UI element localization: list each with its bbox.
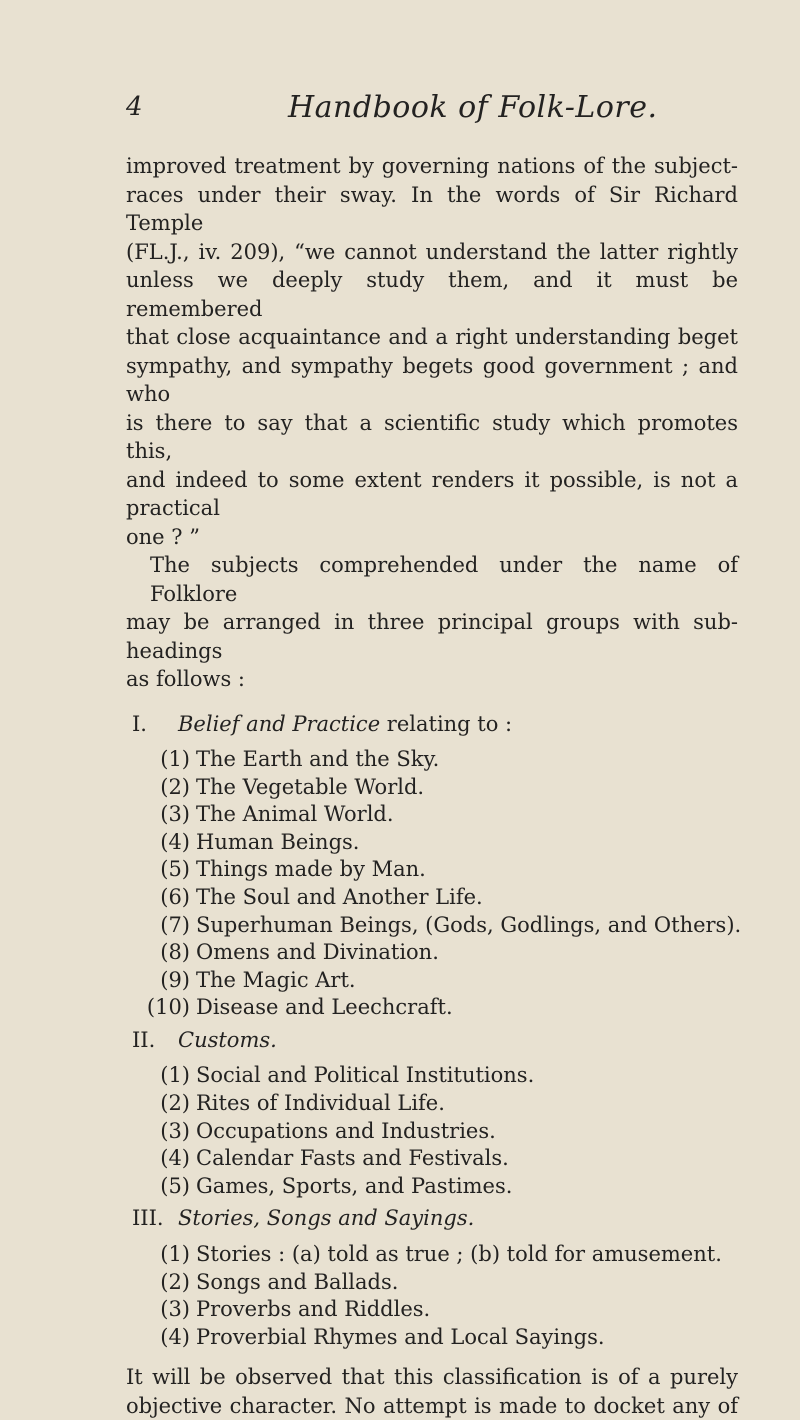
item-number: (5): [160, 857, 190, 882]
item-number: (8): [160, 940, 190, 965]
page-number: 4: [126, 92, 143, 122]
item-text: Games, Sports, and Pastimes.: [196, 1173, 513, 1198]
item-number: (3): [160, 1297, 190, 1322]
item-text: The Vegetable World.: [196, 774, 425, 799]
group-numeral: III.: [132, 1206, 164, 1231]
list-item: [134, 746, 738, 774]
item-text: Stories : (a) told as true ; (b) told for amusement.: [196, 1241, 722, 1266]
item-text: The Magic Art.: [196, 967, 356, 992]
text-line: races under their sway. In the words of Sir Richard Temple: [126, 182, 738, 235]
list-item: [134, 1269, 738, 1297]
item-number: (1): [160, 1241, 190, 1266]
item-number: (10): [146, 995, 190, 1020]
item-number: (3): [160, 1118, 190, 1143]
text-line: sympathy, and sympathy begets good government ; and who: [126, 353, 738, 406]
list-item: [134, 1090, 738, 1118]
item-text: Calendar Fasts and Festivals.: [196, 1146, 509, 1171]
item-number: (3): [160, 802, 190, 827]
text-line: as follows :: [126, 667, 245, 691]
list-item: [134, 829, 738, 857]
list-item: [134, 912, 742, 940]
list-item: [134, 1145, 738, 1173]
group-title: Stories, Songs and Sayings.: [178, 1206, 475, 1231]
paragraph-temple-quote: [126, 152, 738, 551]
group-heading-customs: [132, 1026, 738, 1055]
item-text: The Soul and Another Life.: [196, 884, 483, 909]
list-item: [134, 967, 738, 995]
item-text: Proverbs and Riddles.: [196, 1297, 431, 1322]
text-line: The subjects comprehended under the name of Folklore: [150, 553, 738, 606]
list-item: [134, 939, 738, 967]
list-item: [134, 1324, 738, 1352]
item-text: Disease and Leechcraft.: [196, 995, 453, 1020]
text-line: that close acquaintance and a right understanding beget: [126, 325, 738, 349]
item-text: Omens and Divination.: [196, 940, 439, 965]
group-heading-belief-practice: [132, 710, 738, 739]
text-line: (FL.J., iv. 209), “we cannot understand the latter rightly: [126, 239, 738, 264]
item-text: Proverbial Rhymes and Local Sayings.: [196, 1324, 605, 1349]
item-text: Superhuman Beings, (Gods, Godlings, and Others).: [196, 912, 742, 937]
item-number: (4): [160, 1146, 190, 1171]
list-item: [134, 801, 738, 829]
item-number: (7): [160, 912, 190, 937]
item-number: (5): [160, 1173, 190, 1198]
item-number: (1): [160, 747, 190, 771]
paragraph-subjects-intro: [126, 551, 738, 694]
list-item: [134, 884, 738, 912]
list-item: [134, 1296, 738, 1324]
body-text: [126, 152, 742, 1420]
text-line: may be arranged in three principal groups with sub-headings: [126, 610, 738, 663]
running-title: Handbook of Folk-Lore.: [288, 90, 658, 125]
item-text: The Animal World.: [196, 802, 394, 827]
list-item: [134, 1118, 738, 1146]
item-number: (1): [160, 1063, 190, 1088]
text-line: and indeed to some extent renders it possible, is not a practical: [126, 467, 738, 520]
group-title-suffix: relating to :: [380, 711, 513, 736]
item-text: Occupations and Industries.: [196, 1118, 496, 1143]
item-number: (4): [160, 829, 190, 854]
text-line: unless we deeply study them, and it must be remembered: [126, 268, 738, 321]
paragraph-classification-note: [126, 1363, 738, 1420]
running-head: [0, 92, 800, 132]
list-item: [134, 1241, 738, 1269]
list-item: [134, 1062, 738, 1090]
item-number: (6): [160, 884, 190, 909]
item-text: Rites of Individual Life.: [196, 1091, 445, 1116]
text-line: It will be observed that this classification is of a purely: [126, 1365, 738, 1390]
customs-list: [134, 1062, 738, 1200]
belief-practice-list: [134, 746, 742, 1022]
item-text: Social and Political Institutions.: [196, 1063, 535, 1088]
item-number: (2): [160, 1269, 190, 1294]
group-title: Customs.: [178, 1027, 277, 1052]
item-number: (2): [160, 774, 190, 799]
item-number: (2): [160, 1091, 190, 1116]
item-text: Things made by Man.: [196, 857, 426, 882]
text-line: is there to say that a scientific study which promotes this,: [126, 410, 738, 463]
item-text: The Earth and the Sky.: [196, 747, 440, 771]
list-item: [134, 1173, 738, 1201]
item-text: Human Beings.: [196, 829, 360, 854]
list-item: [134, 856, 738, 884]
list-item: [134, 994, 738, 1022]
item-number: (9): [160, 967, 190, 992]
list-item: [134, 774, 738, 802]
item-text: Songs and Ballads.: [196, 1269, 399, 1294]
group-title: Belief and Practice: [178, 711, 381, 736]
text-line: objective character. No attempt is made to docket any of: [126, 1393, 738, 1418]
text-line: one ? ”: [126, 524, 200, 549]
item-number: (4): [160, 1324, 190, 1349]
text-line: improved treatment by governing nations of the subject-: [126, 154, 738, 178]
group-numeral: II.: [132, 1027, 156, 1052]
group-heading-stories-songs-sayings: [132, 1204, 738, 1233]
group-numeral: I.: [132, 711, 147, 736]
